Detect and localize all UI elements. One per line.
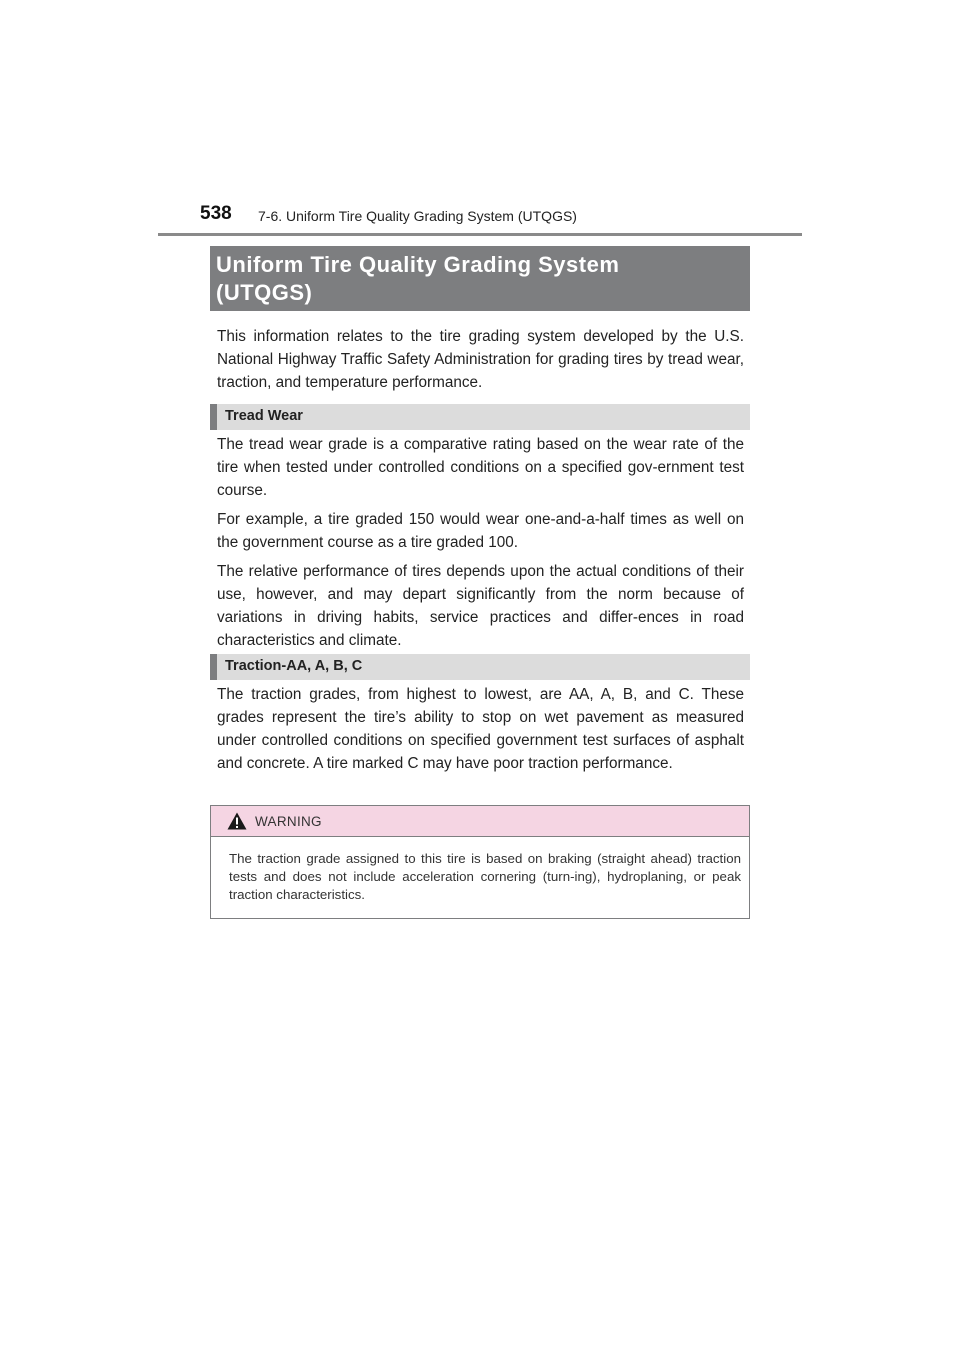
tread-wear-section (217, 433, 744, 658)
page-number: 538 (200, 203, 232, 224)
page-title-line-2: (UTQGS) (216, 280, 313, 305)
page-title-banner (210, 246, 750, 311)
warning-box (210, 805, 750, 919)
warning-header (211, 806, 749, 837)
warning-label: WARNING (255, 814, 322, 829)
warning-text: The traction grade assigned to this tire is based on braking (straight ahead) traction tests and does not include acceleration cornering (turn-ing), hydroplaning, or peak traction characteristics. (229, 851, 741, 902)
traction-section (217, 683, 744, 781)
intro-text: This information relates to the tire grading system developed by the U.S. National Highway Traffic Safety Administration for grading tires by tread wear, traction, and temperature performance. (217, 328, 744, 391)
warning-triangle-icon (227, 812, 247, 830)
section-reference: 7-6. Uniform Tire Quality Grading System (UTQGS) (258, 208, 577, 224)
page-title-line-1: Uniform Tire Quality Grading System (216, 252, 620, 277)
header-divider (158, 233, 802, 236)
tread-wear-paragraph: For example, a tire graded 150 would wear one-and-a-half times as well on the government course as a tire graded 100. (217, 511, 744, 551)
page-title (216, 251, 736, 307)
traction-paragraph: The traction grades, from highest to lowest, are AA, A, B, and C. These grades represent the tire’s ability to stop on wet pavement as measured under controlled conditions on specified government test surfaces of asphalt and concrete. A tire marked C may have poor traction performance. (217, 686, 744, 772)
intro-paragraph (217, 325, 744, 400)
tread-wear-heading-bar (210, 404, 750, 430)
traction-heading-bar (210, 654, 750, 680)
tread-wear-paragraph: The tread wear grade is a comparative rating based on the wear rate of the tire when tested under controlled conditions on a specified gov-ernment test course. (217, 436, 744, 499)
tread-wear-paragraph: The relative performance of tires depends upon the actual conditions of their use, however, and may depart significantly from the norm because of variations in driving habits, service practices and differ-ences in road characteristics and climate. (217, 563, 744, 649)
traction-heading: Traction-AA, A, B, C (225, 658, 363, 674)
tread-wear-heading: Tread Wear (225, 408, 303, 424)
